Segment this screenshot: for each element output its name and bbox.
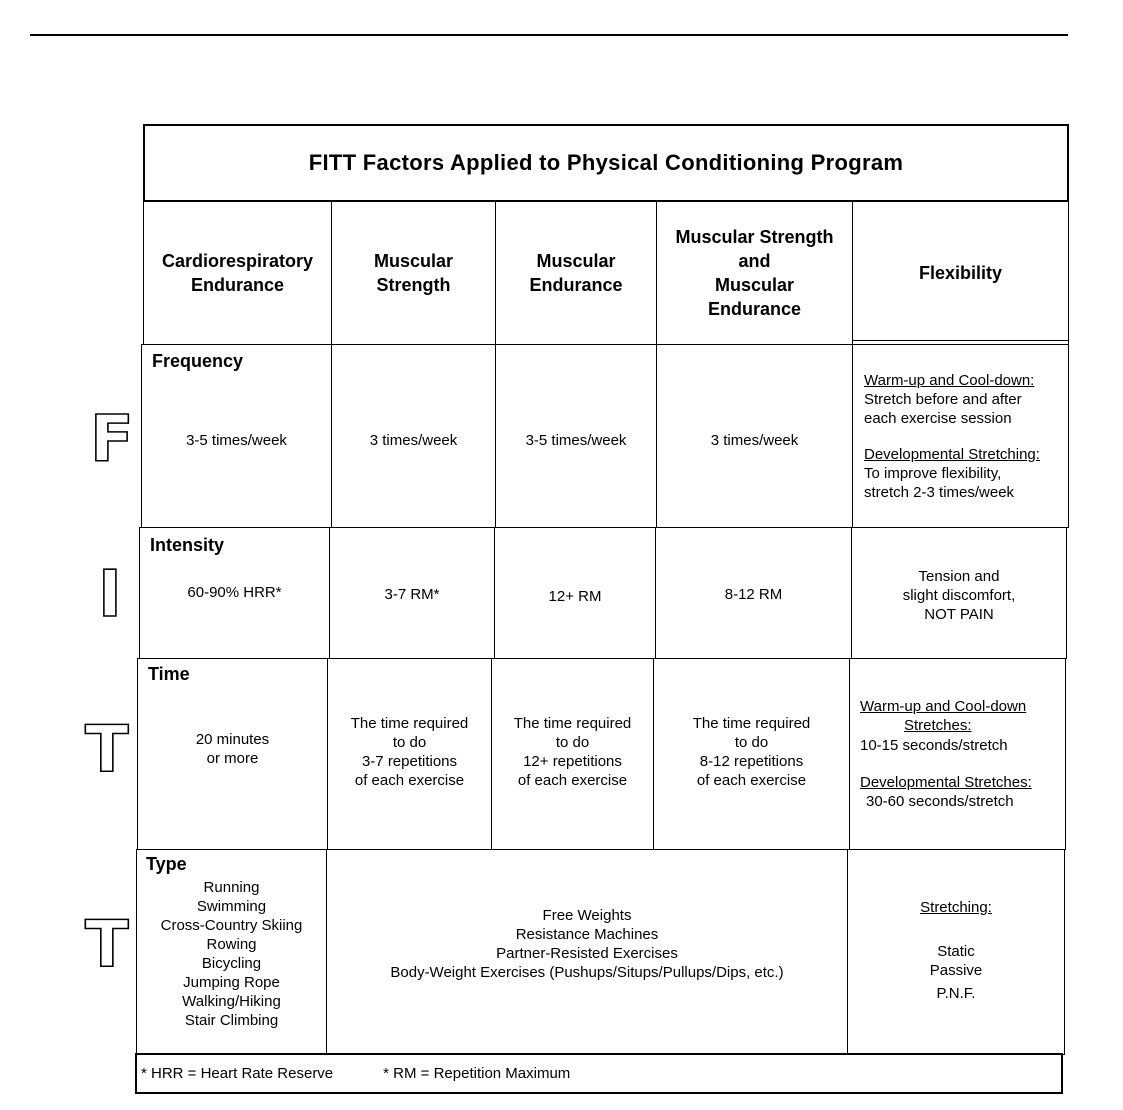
row-label-type: Type	[146, 854, 187, 874]
frequency-strength: 3 times/week	[369, 432, 458, 449]
list-item: Walking/Hiking	[182, 993, 281, 1010]
header-endurance: Muscular Endurance	[495, 200, 657, 345]
time-endurance-cell	[491, 658, 654, 850]
list-item: Free Weights	[542, 907, 632, 924]
time-flex-text-2: 30-60 seconds/stretch	[866, 793, 1014, 810]
intensity-both-cell	[655, 527, 852, 659]
frequency-flex-cell	[852, 340, 1069, 528]
intensity-strength-cell	[329, 527, 495, 659]
time-cardio-cell	[137, 658, 328, 850]
list-item: Resistance Machines	[515, 926, 659, 943]
frequency-endurance-cell	[495, 344, 657, 528]
time-flex-heading-2: Developmental Stretches:	[860, 774, 1032, 791]
time-flex-heading-1b: Stretches:	[904, 717, 972, 734]
list-item: Running	[203, 879, 260, 896]
list-item: Partner-Resisted Exercises	[496, 945, 678, 962]
table-title-box	[143, 124, 1069, 202]
list-item: Cross-Country Skiing	[160, 917, 303, 934]
type-cardio-cell	[136, 849, 327, 1055]
list-item: Jumping Rope	[183, 974, 280, 991]
frequency-both: 3 times/week	[710, 432, 799, 449]
fitt-letter-f: F	[90, 403, 134, 477]
time-flex-cell	[849, 658, 1066, 850]
footnote-bar	[135, 1053, 1063, 1094]
row-label-frequency: Frequency	[152, 351, 244, 371]
time-flex-heading-1a: Warm-up and Cool-down	[860, 698, 1027, 715]
frequency-endurance: 3-5 times/week	[525, 432, 627, 449]
frequency-cardio: 3-5 times/week	[186, 432, 287, 449]
intensity-both: 8-12 RM	[724, 586, 783, 603]
intensity-cardio: 60-90% HRR*	[187, 584, 282, 601]
header-strength: Muscular Strength	[331, 200, 496, 345]
time-both: The time required to do 8-12 repetitions of each exercise	[692, 715, 811, 789]
fitt-letter-t1: T	[85, 713, 129, 787]
intensity-endurance-cell	[494, 527, 656, 659]
frequency-cardio-cell	[141, 344, 332, 528]
type-muscular-list	[327, 906, 847, 982]
time-strength-cell	[327, 658, 492, 850]
frequency-both-cell	[656, 344, 853, 528]
list-item: Swimming	[196, 898, 267, 915]
row-label-intensity: Intensity	[150, 535, 225, 555]
time-both-cell	[653, 658, 850, 850]
type-flex-list	[848, 942, 1064, 1003]
frequency-flex-heading-2: Developmental Stretching:	[864, 446, 1040, 463]
intensity-endurance: 12+ RM	[548, 588, 602, 605]
list-item: Body-Weight Exercises (Pushups/Situps/Pullups/Dips, etc.)	[390, 964, 784, 981]
type-flex-heading: Stretching:	[920, 899, 992, 916]
fitt-letter-t2: T	[85, 908, 129, 982]
type-flex-cell	[847, 849, 1065, 1055]
list-item: Bicycling	[201, 955, 262, 972]
fitt-letter-i: I	[98, 558, 122, 632]
intensity-flex: Tension and slight discomfort, NOT PAIN	[902, 568, 1016, 623]
frequency-flex-text-2: To improve flexibility, stretch 2-3 times/week	[864, 465, 1015, 501]
intensity-strength: 3-7 RM*	[384, 586, 440, 603]
header-cardio: Cardiorespiratory Endurance	[143, 200, 332, 345]
top-rule	[30, 34, 1068, 36]
time-flex-text-1: 10-15 seconds/stretch	[860, 737, 1008, 754]
list-item: Rowing	[206, 936, 257, 953]
intensity-flex-cell	[851, 527, 1067, 659]
footnote-hrr: * HRR = Heart Rate Reserve	[141, 1065, 334, 1082]
header-strength-endurance: Muscular Strength and Muscular Endurance	[656, 200, 853, 345]
list-item: Stair Climbing	[184, 1012, 279, 1029]
row-label-time: Time	[148, 664, 190, 684]
footnote-rm: * RM = Repetition Maximum	[383, 1065, 571, 1082]
list-item: P.N.F.	[936, 985, 976, 1002]
time-endurance: The time required to do 12+ repetitions of each exercise	[513, 715, 632, 789]
frequency-flex-heading-1: Warm-up and Cool-down:	[864, 372, 1035, 389]
header-flexibility: Flexibility	[852, 200, 1069, 345]
frequency-flex-text-1: Stretch before and after each exercise session	[864, 391, 1022, 427]
time-strength: The time required to do 3-7 repetitions of each exercise	[350, 715, 469, 789]
list-item: Static	[937, 943, 975, 960]
table-title: FITT Factors Applied to Physical Conditioning Program	[308, 150, 904, 175]
intensity-cardio-cell	[139, 527, 330, 659]
type-muscular-cell	[326, 849, 848, 1055]
frequency-strength-cell	[331, 344, 496, 528]
type-cardio-list	[137, 878, 326, 1030]
list-item: Passive	[929, 962, 983, 979]
time-cardio: 20 minutes or more	[195, 731, 270, 767]
